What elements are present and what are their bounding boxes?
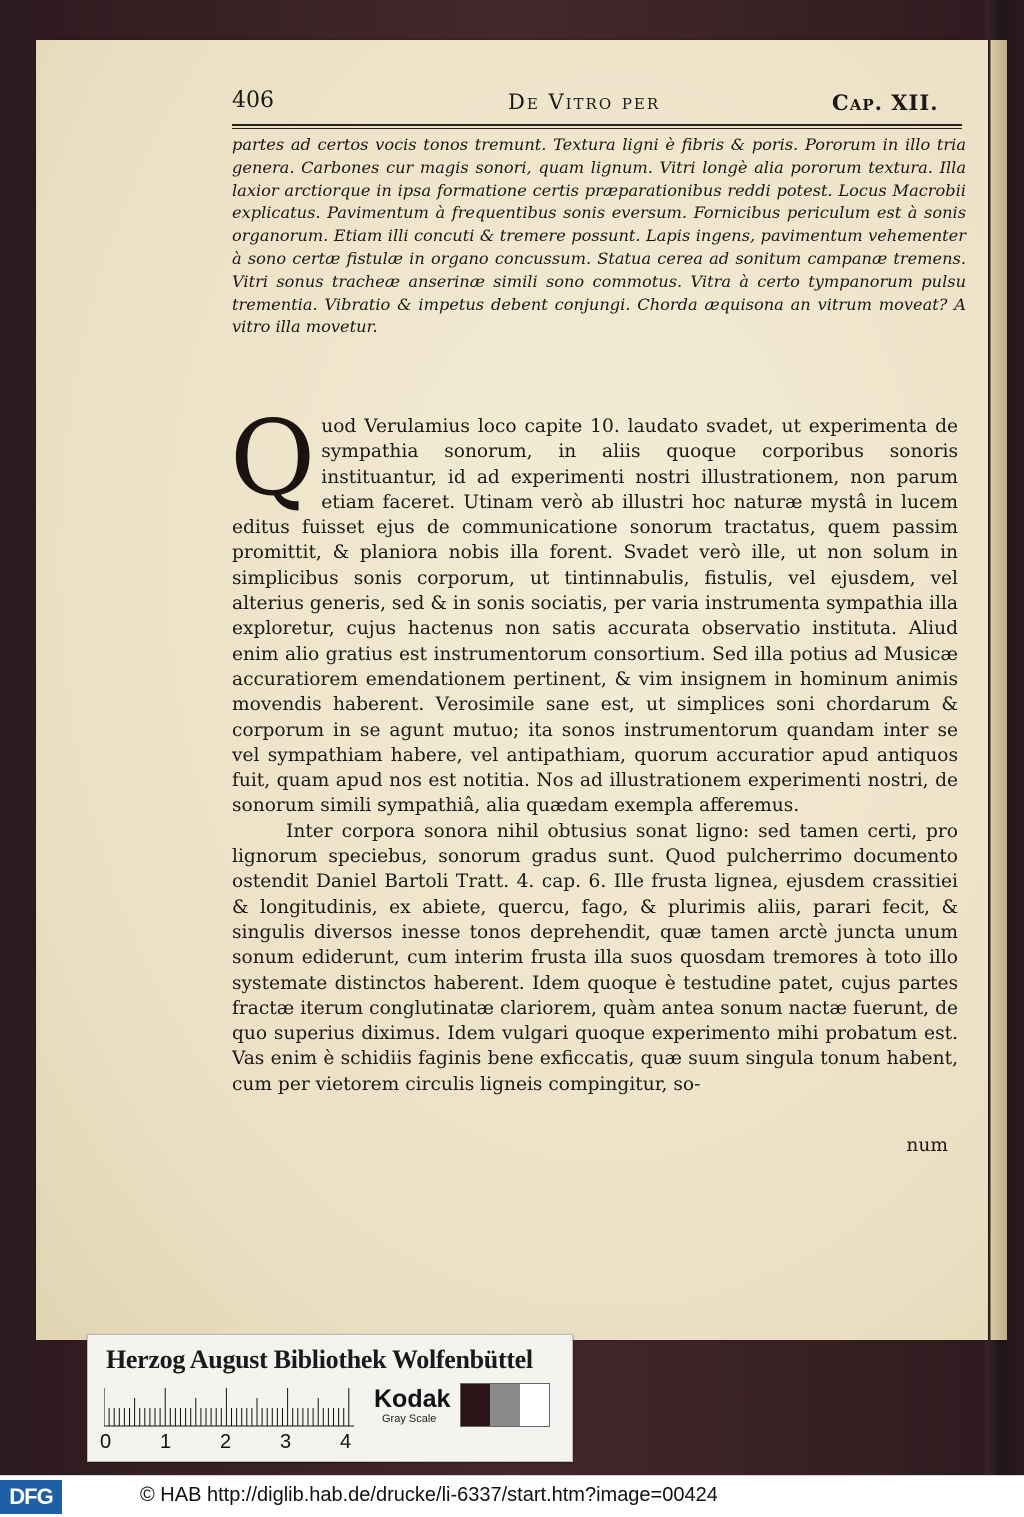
paragraph-2: Inter corpora sonora nihil obtusius sonat ligno: sed tamen certi, pro lignorum speciebus, sonorum gradus sunt. Quod pulcherrimo documento ostendit Daniel Bartoli Tratt. 4. cap. 6. Ille frusta lignea, ejusdem crassitiei & longitudinis, ex abiete, quercu, fago, & plurimis aliis, parari fecit, & singulis diversos inesse tonos deprehendit, quæ tamen arctè juncta unum sonum ediderunt, cum interim frusta illa suos quosdam tremores à toto illo systemate distinctos haberent. Idem quoque è testudine patet, cujus partes fractæ iterum conglutinatæ clariorem, quàm antea sonum nactæ fuerunt, de quo superius diximus. Idem vulgari quoque experimento mihi probatum est. Vas enim è schidiis faginis bene exficcatis, quæ suum singula tonum habent, cum per vietorem circulis ligneis compingitur, so-: [232, 820, 958, 1095]
scale-number: 1: [160, 1431, 172, 1453]
gray-patch: [461, 1384, 490, 1426]
drop-cap: Q: [230, 397, 316, 519]
header-rule-thin: [232, 128, 962, 129]
gray-patch: [490, 1384, 519, 1426]
running-header: [232, 84, 962, 124]
scale-number: 0: [100, 1431, 112, 1453]
copyright-link[interactable]: © HAB http://diglib.hab.de/drucke/li-6337/start.htm?image=00424: [140, 1484, 718, 1506]
main-text: [230, 397, 958, 1097]
gray-patches: [460, 1383, 550, 1427]
gray-patch: [520, 1384, 549, 1426]
page-number: 406: [232, 88, 274, 113]
summary-text: partes ad certos vocis tonos tremunt. Textura ligni è fibris & poris. Pororum in illo tria genera. Carbones cur magis sonori, quam lignum. Vitri longè alia pororum textura. Illa laxior arctiorque in ipsa formatione certis præparationibus reddi potest. Locus Macrobii explicatus. Pavimentum à frequentibus sonis eversum. Fornicibus periculum est à sonis organorum. Etiam illi concuti & tremere possunt. Lapis ingens, pavimentum vehementer à sono certæ fistulæ in organo concussum. Statua cerea ad sonitum campanæ tremens. Vitri sonus tracheæ anserinæ simili sono commotus. Vitra à certo tympanorum pulsu trementia. Vibratio & impetus debent conjungi. Chorda æquisona an vitrum moveat? A vitro illa movetur.: [232, 135, 966, 337]
scale-number: 4: [340, 1431, 352, 1453]
running-title: De Vitro per: [508, 90, 661, 114]
library-name: Herzog August Bibliothek Wolfenbüttel: [106, 1345, 533, 1374]
kodak-label: Kodak: [374, 1385, 451, 1413]
viewer-footer: [0, 1475, 1024, 1517]
header-rule: [232, 124, 962, 126]
ruler-scale: [104, 1387, 354, 1427]
catchword: num: [906, 1135, 948, 1156]
color-calibration-card: [87, 1334, 573, 1462]
gray-scale-label: Gray Scale: [382, 1413, 437, 1425]
paragraph-1: [230, 397, 958, 819]
scale-number: 2: [220, 1431, 232, 1453]
chapter-summary: [232, 134, 966, 339]
dfg-logo: DFG: [0, 1480, 62, 1514]
chapter-label: Cap. XII.: [832, 90, 939, 115]
paragraph-1-text: uod Verulamius loco capite 10. laudato svadet, ut experimenta de sympathia sonorum, in aliis quoque corporibus sonoris instituantur, id ad experimenti nostri illustrationem, non parum etiam faceret. Utinam verò ab illustri hoc naturæ mystâ in lucem editus fuisset ejus de communicatione sonorum tractatus, quem passim promittit, & planiora nobis illa forent. Svadet verò ille, ut non solum in simplicibus sonis corporum, ut tintinnabulis, fistulis, vel ejusdem, vel alterius generis, sed & in sonis sociatis, per varia instrumenta sympathia illa exploretur, cujus hactenus non satis accurata observatio instituta. Aliud enim alio gratius est instrumentorum consortium. Sed illa potius ad Musicæ accuratiorem emendationem pertinent, & vim insignem in hominum animis movendis haberent. Verosimile sane est, ut simplices soni chordarum & corporum in se agunt mutuo; ita sonos instrumentorum quandam inter se vel sympathiam habere, vel antipathiam, quorum accuratior apud antiquos fuit, quam apud nos est notitia. Nos ad illustrationem experimenti nostri, de sonorum simili sympathiâ, alia quædam exempla afferemus.: [232, 416, 958, 817]
adjacent-page-edge: [990, 40, 1007, 1340]
scale-number: 3: [280, 1431, 292, 1453]
